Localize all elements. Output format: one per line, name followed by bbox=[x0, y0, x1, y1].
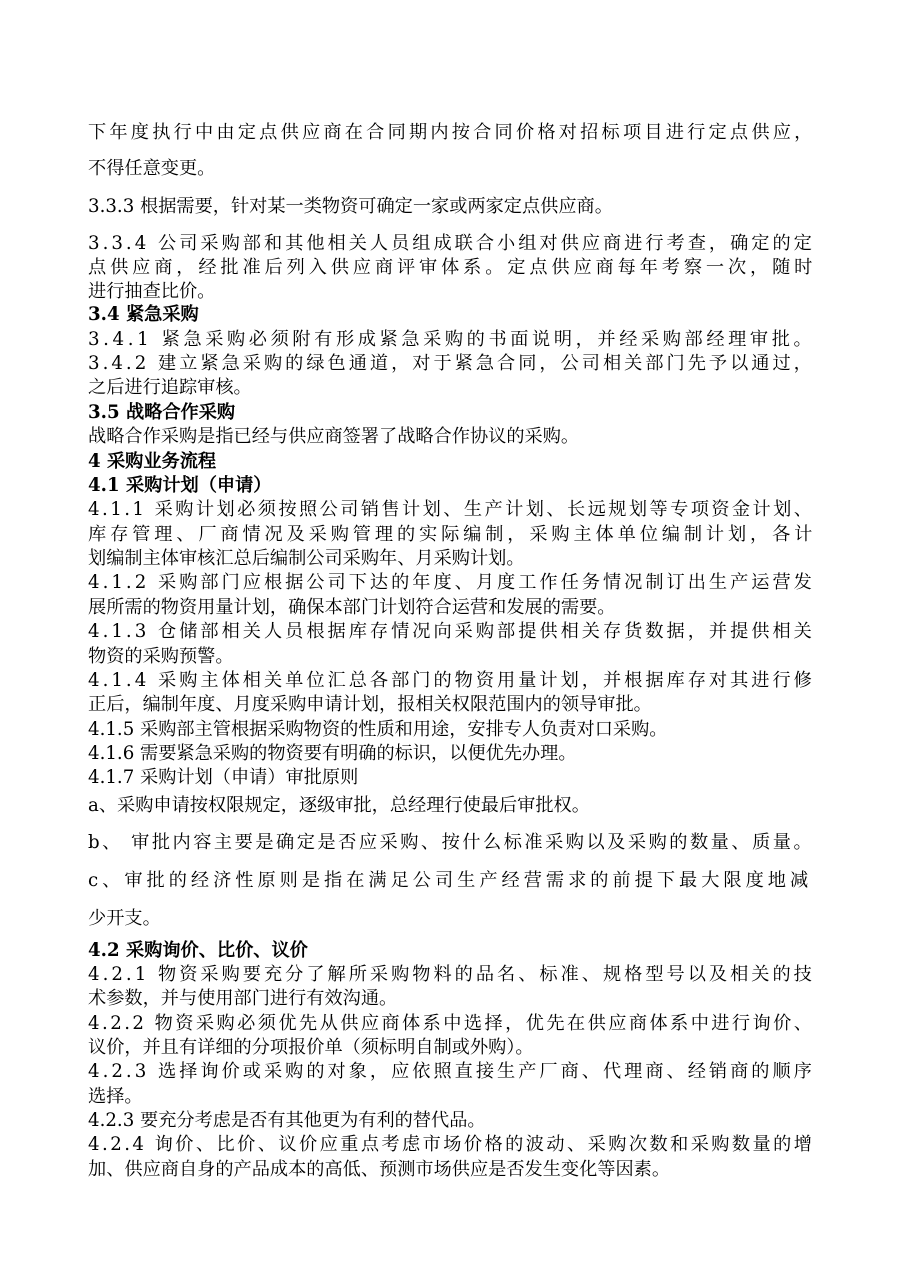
paragraph-line: 展所需的物资用量计划，确保本部门计划符合运营和发展的需要。 bbox=[88, 597, 616, 618]
paragraph-line: 下年度执行中由定点供应商在合同期内按合同价格对招标项目进行定点供应， bbox=[88, 122, 816, 143]
paragraph-line: 战略合作采购是指已经与供应商签署了战略合作协议的采购。 bbox=[88, 426, 580, 447]
paragraph-line: 3.4.2 建立紧急采购的绿色通道，对于紧急合同，公司相关部门先予以通过， bbox=[88, 353, 815, 374]
paragraph-line: 正后，编制年度、月度采购申请计划，报相关权限范围内的领导审批。 bbox=[88, 694, 652, 715]
paragraph-line: 议价，并且有详细的分项报价单（须标明自制或外购）。 bbox=[88, 1037, 534, 1058]
paragraph-line: 不得任意变更。 bbox=[88, 158, 216, 179]
section-heading: 4 采购业务流程 bbox=[88, 451, 217, 472]
paragraph-line: 术参数，并与使用部门进行有效沟通。 bbox=[88, 988, 398, 1009]
paragraph-line: 4.1.2 采购部门应根据公司下达的年度、月度工作任务情况制订出生产运营发 bbox=[88, 572, 815, 593]
paragraph-line: 库存管理、厂商情况及采购管理的实际编制，采购主体单位编制计划，各计 bbox=[88, 524, 817, 545]
paragraph-line: 物资的采购预警。 bbox=[88, 646, 234, 667]
paragraph-line: b、 审批内容主要是确定是否应采购、按什么标准采购以及采购的数量、质量。 bbox=[88, 832, 815, 853]
paragraph-line: 选择。 bbox=[88, 1086, 143, 1107]
paragraph-line: 少开支。 bbox=[88, 908, 161, 929]
paragraph-line: 4.1.1 采购计划必须按照公司销售计划、生产计划、长远规划等专项资金计划、 bbox=[88, 499, 815, 520]
section-heading: 3.4 紧急采购 bbox=[88, 304, 199, 325]
paragraph-line: 4.2.1 物资采购要充分了解所采购物料的品名、标准、规格型号以及相关的技 bbox=[88, 964, 815, 985]
paragraph-line: 4.2.3 要充分考虑是否有其他更为有利的替代品。 bbox=[88, 1110, 486, 1131]
paragraph-line: 4.2.3 选择询价或采购的对象，应依照直接生产厂商、代理商、经销商的顺序 bbox=[88, 1061, 815, 1082]
paragraph-line: 点供应商，经批准后列入供应商评审体系。定点供应商每年考察一次，随时 bbox=[88, 257, 817, 278]
paragraph-line: 4.1.4 采购主体相关单位汇总各部门的物资用量计划，并根据库存对其进行修 bbox=[88, 670, 815, 691]
paragraph-line: 3.3.4 公司采购部和其他相关人员组成联合小组对供应商进行考查，确定的定 bbox=[88, 233, 815, 254]
paragraph-line: c、审批的经济性原则是指在满足公司生产经营需求的前提下最大限度地减 bbox=[88, 870, 813, 891]
section-heading: 3.5 战略合作采购 bbox=[88, 402, 236, 423]
paragraph-line: a、采购申请按权限规定，逐级审批，总经理行使最后审批权。 bbox=[88, 795, 590, 816]
paragraph-line: 4.1.7 采购计划（申请）审批原则 bbox=[88, 767, 359, 788]
section-heading: 4.1 采购计划（申请） bbox=[88, 475, 272, 496]
paragraph-line: 4.1.3 仓储部相关人员根据库存情况向采购部提供相关存货数据，并提供相关 bbox=[88, 621, 815, 642]
paragraph-line: 4.1.6 需要紧急采购的物资要有明确的标识，以便优先办理。 bbox=[88, 743, 577, 764]
paragraph-line: 进行抽查比价。 bbox=[88, 281, 216, 302]
paragraph-line: 4.2.2 物资采购必须优先从供应商体系中选择，优先在供应商体系中进行询价、 bbox=[88, 1013, 815, 1034]
section-heading: 4.2 采购询价、比价、议价 bbox=[88, 940, 308, 961]
paragraph-line: 之后进行追踪审核。 bbox=[88, 377, 252, 398]
paragraph-line: 3.3.3 根据需要，针对某一类物资可确定一家或两家定点供应商。 bbox=[88, 196, 613, 217]
paragraph-line: 划编制主体审核汇总后编制公司采购年、月采购计划。 bbox=[88, 548, 525, 569]
paragraph-line: 加、供应商自身的产品成本的高低、预测市场供应是否发生变化等因素。 bbox=[88, 1159, 671, 1180]
paragraph-line: 3.4.1 紧急采购必须附有形成紧急采购的书面说明，并经采购部经理审批。 bbox=[88, 329, 816, 350]
paragraph-line: 4.1.5 采购部主管根据采购物资的性质和用途，安排专人负责对口采购。 bbox=[88, 719, 668, 740]
paragraph-line: 4.2.4 询价、比价、议价应重点考虑市场价格的波动、采购次数和采购数量的增 bbox=[88, 1134, 815, 1155]
